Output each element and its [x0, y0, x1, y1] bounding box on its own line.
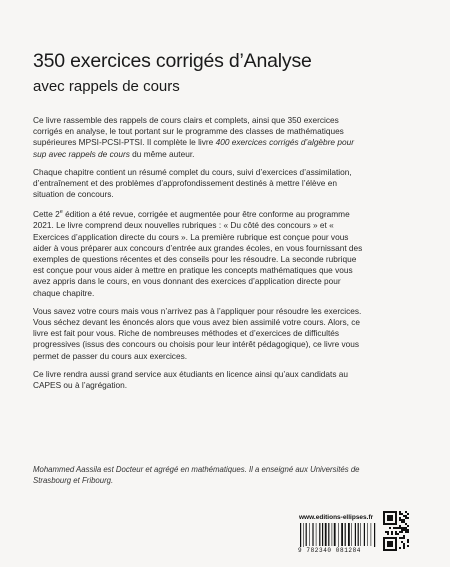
companion-book-title: 400 exercices corrigés d’algèbre pour sup avec rappels de cours	[33, 137, 354, 159]
qr-module	[399, 527, 401, 529]
qr-module	[395, 527, 397, 529]
paragraph-audience: Ce livre rendra aussi grand service aux étudiants en licence ainsi qu’aux candidats au CAPES ou à l’agrégation.	[33, 368, 349, 391]
edition-superscript: e	[59, 209, 63, 216]
barcode-bar	[328, 523, 329, 546]
qr-module	[403, 529, 405, 531]
barcode-bar	[316, 523, 317, 546]
barcode-bar	[300, 523, 301, 549]
qr-module	[403, 547, 405, 549]
qr-module	[397, 527, 399, 529]
qr-module	[399, 519, 401, 521]
qr-module	[399, 517, 401, 519]
edition-text: édition a été revue, corrigée et augmentée pour être conforme au programme 2021. Le livre comprend deux nouvelles rubriques : « Du côté des concours » et « Exercices d’application directe du cours ». La première rubrique est conçue pour vous aider à vous préparer aux concours d’entrée aux grandes écoles, en vous fournissant des exemples de questions récentes et des conseils pour les résoudre. La seconde rubrique est conçue pour vous aider à mettre en pratique les concepts mathématiques que vous avez appris dans le cours, en vous donnant des exercices d’application directe pour chaque chapitre.	[33, 209, 363, 298]
paragraph-intro-end: du même auteur.	[129, 148, 195, 159]
qr-module	[399, 531, 401, 533]
barcode-bar	[332, 523, 333, 546]
qr-module	[405, 515, 407, 517]
qr-module	[403, 537, 405, 539]
paragraph-edition	[33, 207, 368, 298]
qr-code-icon	[383, 511, 409, 551]
qr-module	[385, 531, 387, 533]
qr-module	[391, 533, 393, 535]
paragraph-intro	[33, 115, 368, 160]
qr-module	[405, 527, 407, 529]
publisher-website: www.editions-ellipses.fr	[299, 514, 374, 521]
paragraph-intro-text: Ce livre rassemble des rappels de cours clairs et complets, ainsi que 350 exercices corrigés en analyse, le tout portant sur le programme des classes de mathématiques supérieures MPSI-PCSI-PTSI. Il complète le livre	[33, 115, 344, 148]
isbn-number: 9 782340 081284	[298, 547, 378, 554]
qr-module	[399, 547, 401, 549]
qr-module	[389, 527, 391, 529]
barcode-bar	[325, 523, 327, 546]
qr-module	[393, 527, 395, 529]
edition-prefix: Cette 2	[33, 209, 60, 220]
qr-module	[397, 533, 399, 535]
barcode-bar	[303, 523, 304, 549]
barcode-bar	[360, 523, 361, 546]
qr-module	[403, 527, 405, 529]
qr-module	[403, 515, 405, 517]
qr-module	[407, 531, 409, 533]
qr-module	[387, 531, 389, 533]
barcode-bar	[358, 523, 359, 546]
qr-module	[401, 519, 403, 521]
barcode-bar	[345, 523, 346, 546]
barcode-bar	[348, 523, 350, 546]
qr-module	[407, 541, 409, 543]
qr-module	[401, 537, 403, 539]
qr-module	[391, 531, 393, 533]
barcode-bar	[351, 523, 352, 546]
book-title: 350 exercices corrigés d’Analyse	[33, 50, 312, 72]
qr-module	[399, 511, 401, 513]
qr-module	[407, 539, 409, 541]
paragraph-method: Vous savez votre cours mais vous n’arrivez pas à l’appliquer pour résoudre les exercices. Vous séchez devant les énoncés alors que vous avez bien assimilé votre cours. Alors, ce livre est fait pour vous. Riche de nombreuses méthodes et d’exercices de difficultés progressives (issus des concours ou choisis pour leur intérêt pédagogique), ce livre vous permet de passer du cours aux exercices.	[33, 305, 362, 361]
qr-module	[387, 533, 389, 535]
barcode-bar	[371, 523, 372, 546]
qr-module	[407, 513, 409, 515]
qr-finder	[387, 541, 393, 547]
qr-module	[395, 531, 397, 533]
qr-module	[399, 525, 401, 527]
qr-module	[405, 529, 407, 531]
barcode-bar	[355, 523, 356, 546]
paragraph-chapters: Chaque chapitre contient un résumé complet du cours, suivi d’exercices d’assimilation, d’entraînement et des problèmes d’approfondissement destinés à mettre l’élève en situation de concours.	[33, 166, 352, 200]
barcode-bar	[341, 523, 343, 546]
qr-module	[403, 519, 405, 521]
barcode-bar	[334, 523, 336, 546]
qr-module	[395, 533, 397, 535]
barcode-bar	[367, 523, 368, 546]
qr-module	[401, 513, 403, 515]
qr-module	[403, 545, 405, 547]
barcode-bar	[309, 523, 310, 546]
barcode-bar	[322, 523, 323, 546]
qr-module	[405, 517, 407, 519]
qr-module	[405, 523, 407, 525]
qr-module	[401, 531, 403, 533]
description	[33, 115, 368, 398]
qr-module	[405, 531, 407, 533]
barcode-bar	[374, 523, 375, 549]
qr-module	[401, 527, 403, 529]
qr-module	[403, 521, 405, 523]
barcode-bar	[319, 523, 320, 546]
qr-module	[403, 543, 405, 545]
qr-module	[407, 545, 409, 547]
barcode-bar	[312, 523, 313, 546]
barcode-bar	[306, 523, 307, 546]
qr-module	[399, 537, 401, 539]
barcode-bar	[338, 523, 339, 549]
qr-module	[401, 529, 403, 531]
qr-finder	[387, 515, 393, 521]
barcode-bar	[364, 523, 365, 546]
qr-module	[401, 541, 403, 543]
qr-module	[403, 535, 405, 537]
book-subtitle: avec rappels de cours	[33, 78, 180, 95]
qr-module	[407, 517, 409, 519]
qr-module	[405, 511, 407, 513]
qr-module	[407, 529, 409, 531]
qr-module	[401, 521, 403, 523]
qr-module	[399, 513, 401, 515]
author-bio: Mohammed Aassila est Docteur et agrégé en mathématiques. Il a enseigné aux Universités de Strasbourg et Fribourg.	[33, 465, 360, 485]
qr-module	[407, 525, 409, 527]
